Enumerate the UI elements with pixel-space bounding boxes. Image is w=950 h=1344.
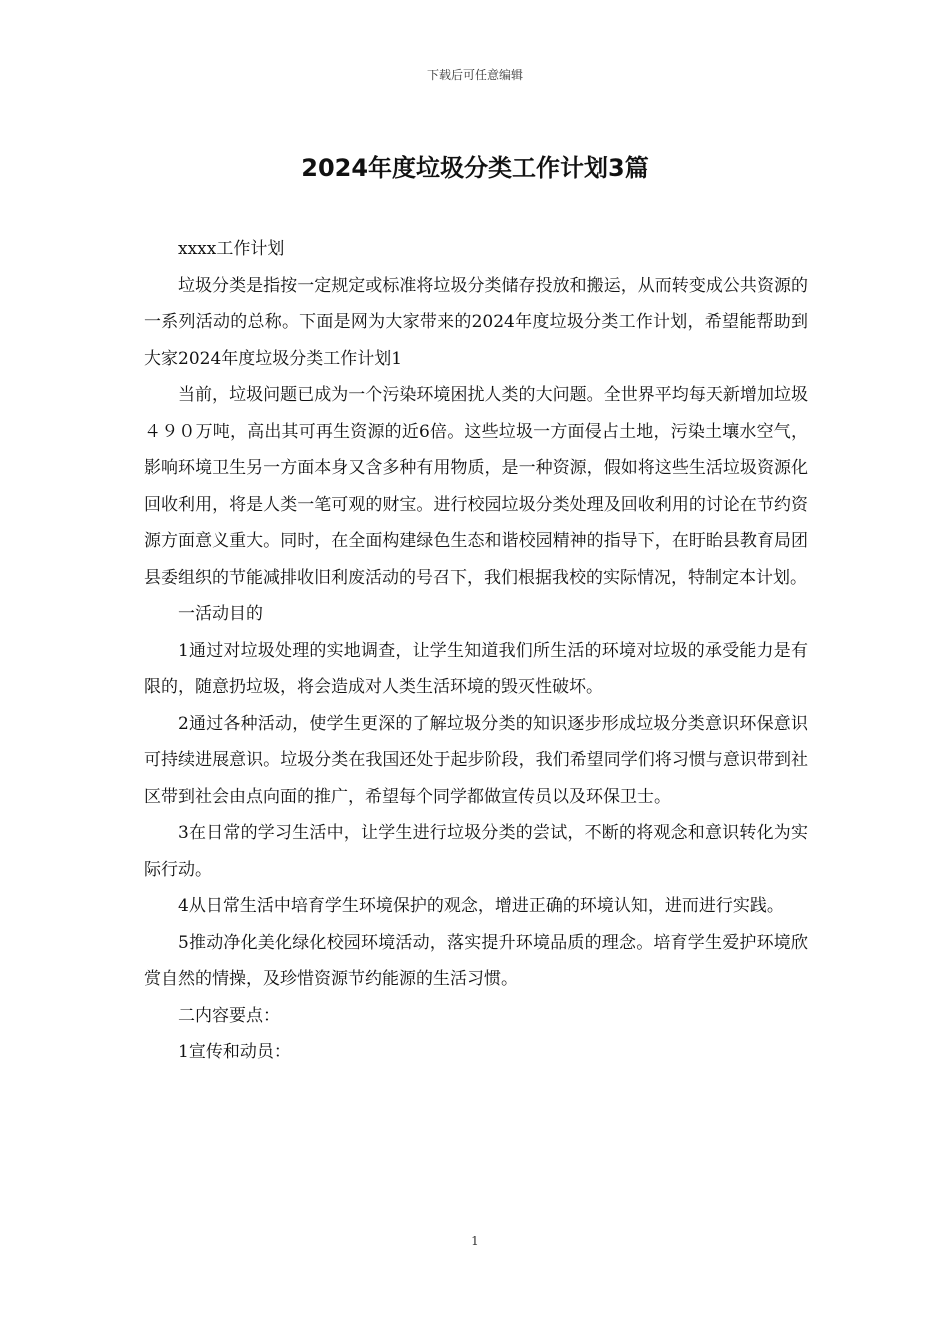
- section-heading-content: 二内容要点：: [178, 1005, 280, 1026]
- document-title: 2024年度垃圾分类工作计划3篇: [301, 154, 649, 182]
- paragraph-purpose-5: 5推动净化美化绿化校园环境活动，落实提升环境品质的理念。培育学生爱护环境欣赏自然的情操，及珍惜资源节约能源的生活习惯。: [144, 932, 808, 989]
- paragraph-purpose-3: 3在日常的学习生活中，让学生进行垃圾分类的尝试，不断的将观念和意识转化为实际行动。: [144, 823, 808, 880]
- header-note: 下载后可任意编辑: [426, 68, 523, 82]
- paragraph-plan-heading: xxxx工作计划: [178, 239, 285, 259]
- paragraph-intro: 垃圾分类是指按一定规定或标准将垃圾分类储存投放和搬运，从而转变成公共资源的一系列活动的总称。下面是网为大家带来的2024年度垃圾分类工作计划，希望能帮助到大家2024年度垃圾分类工作计划1: [144, 275, 808, 369]
- section-heading-purpose: 一活动目的: [178, 604, 263, 624]
- paragraph-background: 当前，垃圾问题已成为一个污染环境困扰人类的大问题。全世界平均每天新增加垃圾４９０万吨，高出其可再生资源的近6倍。这些垃圾一方面侵占土地，污染土壤水空气，影响环境卫生另一方面本身又含多种有用物质，是一种资源，假如将这些生活垃圾资源化回收利用，将是人类一笔可观的财宝。进行校园垃圾分类处理及回收利用的讨论在节约资源方面意义重大。同时，在全面构建绿色生态和谐校园精神的指导下，在盱眙县教育局团县委组织的节能减排收旧利废活动的号召下，我们根据我校的实际情况，特制定本计划。: [144, 385, 808, 588]
- paragraph-purpose-1: 1通过对垃圾处理的实地调查，让学生知道我们所生活的环境对垃圾的承受能力是有限的，随意扔垃圾，将会造成对人类生活环境的毁灭性破坏。: [144, 640, 808, 697]
- paragraph-purpose-2: 2通过各种活动，使学生更深的了解垃圾分类的知识逐步形成垃圾分类意识环保意识可持续进展意识。垃圾分类在我国还处于起步阶段，我们希望同学们将习惯与意识带到社区带到社会由点向面的推广，希望每个同学都做宣传员以及环保卫士。: [144, 713, 808, 807]
- page-number: 1: [471, 1234, 479, 1248]
- subheading-publicity: 1宣传和动员：: [178, 1042, 291, 1062]
- document-body: [144, 231, 808, 1071]
- paragraph-purpose-4: 4从日常生活中培育学生环境保护的观念，增进正确的环境认知，进而进行实践。: [178, 896, 784, 916]
